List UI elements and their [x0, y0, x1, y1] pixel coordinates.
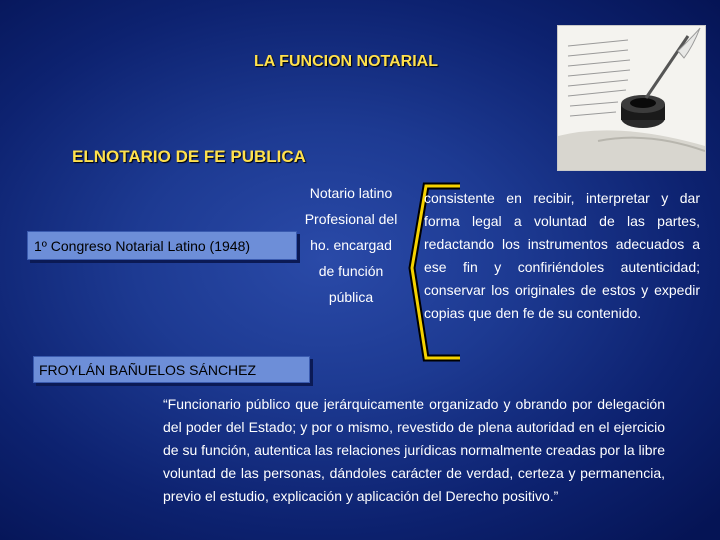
slide-title: LA FUNCION NOTARIAL: [254, 53, 438, 70]
function-description: consistente en recibir, interpretar y dar forma legal a voluntad de las partes, redactando los instrumentos adecuados a ese fin y confiriéndoles autenticidad; conservar los originales de estos y expedir copias que den fe de su contenido.: [424, 190, 700, 321]
slide-photo: [557, 25, 706, 171]
notario-line: Profesional del: [304, 211, 398, 227]
author-label-box: FROYLÁN BAÑUELOS SÁNCHEZ: [33, 356, 310, 383]
notario-line: Notario latino: [309, 185, 393, 201]
inkwell-quill-icon: [558, 26, 705, 170]
notario-definition: [290, 180, 412, 310]
congreso-label-box: 1º Congreso Notarial Latino (1948): [27, 231, 297, 260]
slide-subtitle: ELNOTARIO DE FE PUBLICA: [72, 147, 306, 166]
notario-line: pública: [328, 289, 374, 305]
notario-line: de función: [318, 263, 384, 279]
definition-quote: “Funcionario público que jerárquicamente organizado y obrando por delegación del poder del Estado; y por o mismo, revestido de plena autoridad en el ejercicio de su función, autentica las relaciones jurídicas normalmente creadas por la libre voluntad de las personas, dándoles carácter de verdad, certeza y permanencia, previo el estudio, explicación y aplicación del Derecho positivo.”: [163, 396, 665, 504]
notario-line: ho. encargad: [310, 237, 392, 253]
